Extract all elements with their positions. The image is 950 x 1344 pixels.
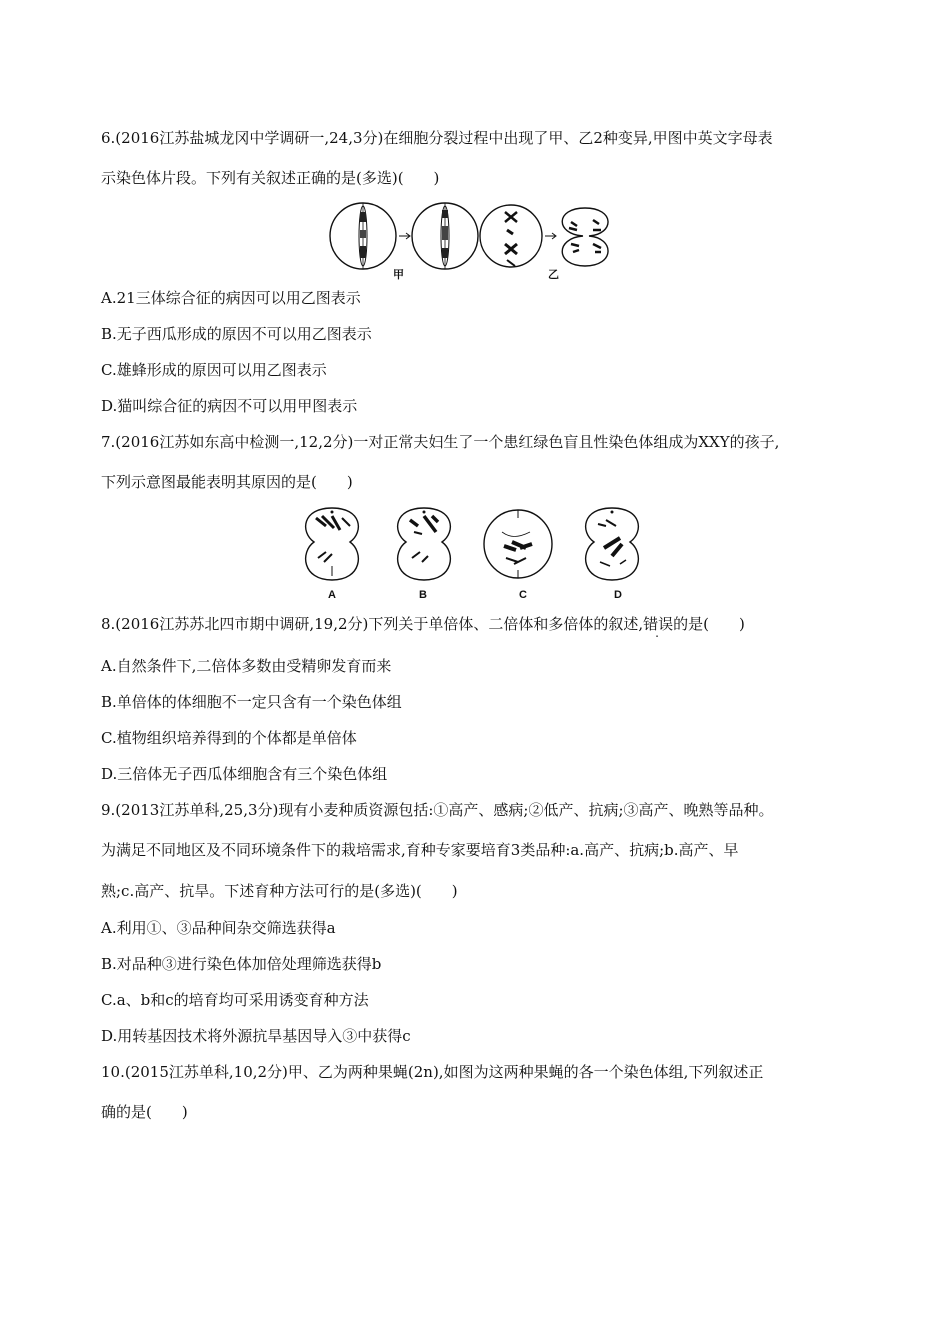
q7-cell-b xyxy=(398,508,451,580)
q10-stem-line-1: 10.(2015江苏单科,10,2分)甲、乙为两种果蝇(2n),如图为这两种果蝇的各一个染色体组,下列叙述正 xyxy=(101,1063,764,1081)
q7-cell-a xyxy=(306,508,359,580)
q6-stem-line-1: 6.(2016江苏盐城龙冈中学调研一,24,3分)在细胞分裂过程中出现了甲、乙2种变异,甲图中英文字母表 xyxy=(101,129,773,147)
q8-option-d: D.三倍体无子西瓜体细胞含有三个染色体组 xyxy=(101,765,388,783)
q6-option-b: B.无子西瓜形成的原因不可以用乙图表示 xyxy=(101,325,372,343)
q8-option-c: C.植物组织培养得到的个体都是单倍体 xyxy=(101,729,357,747)
q7-figure-label-c: C xyxy=(519,589,527,601)
q7-figure-label-b: B xyxy=(419,589,427,601)
q6-figure-label-jia: 甲 xyxy=(393,269,404,281)
q9-stem-line-1: 9.(2013江苏单科,25,3分)现有小麦种质资源包括:①高产、感病;②低产、抗病;③高产、晚熟等品种。 xyxy=(101,801,774,819)
q8-stem-after: 的是( ) xyxy=(673,615,745,633)
q8-stem-before: 8.(2016江苏苏北四市期中调研,19,2分)下列关于单倍体、二倍体和多倍体的叙述, xyxy=(101,615,644,633)
q6-figure-cell-division xyxy=(327,198,617,280)
q6-option-d: D.猫叫综合征的病因不可以用甲图表示 xyxy=(101,397,358,415)
q7-stem-line-2: 下列示意图最能表明其原因的是( ) xyxy=(101,473,353,491)
q10-stem-line-2: 确的是( ) xyxy=(101,1103,188,1121)
q6-stem-line-2: 示染色体片段。下列有关叙述正确的是(多选)( ) xyxy=(101,169,440,187)
q7-figure-label-a: A xyxy=(328,589,336,601)
q7-cell-c xyxy=(484,510,552,578)
q6-figure-label-yi: 乙 xyxy=(548,269,559,281)
q9-stem-line-2: 为满足不同地区及不同环境条件下的栽培需求,育种专家要培育3类品种:a.高产、抗病;b.高产、早 xyxy=(101,841,739,859)
q8-option-b: B.单倍体的体细胞不一定只含有一个染色体组 xyxy=(101,693,402,711)
q9-option-d: D.用转基因技术将外源抗旱基因导入③中获得c xyxy=(101,1027,411,1045)
q7-figure-label-d: D xyxy=(614,589,622,601)
q9-option-c: C.a、b和c的培育均可采用诱变育种方法 xyxy=(101,991,369,1009)
q9-option-a: A.利用①、③品种间杂交筛选获得a xyxy=(101,919,336,937)
q6-option-a: A.21三体综合征的病因可以用乙图表示 xyxy=(101,289,361,307)
q8-stem-emphasis: 错误 xyxy=(643,615,674,633)
q9-option-b: B.对品种③进行染色体加倍处理筛选获得b xyxy=(101,955,382,973)
q9-stem-line-3: 熟;c.高产、抗旱。下述育种方法可行的是(多选)( ) xyxy=(101,882,458,900)
q7-stem-line-1: 7.(2016江苏如东高中检测一,12,2分)一对正常夫妇生了一个患红绿色盲且性染色体组成为XXY的孩子, xyxy=(101,433,780,451)
q7-figure-cells xyxy=(296,504,656,590)
q6-option-c: C.雄蜂形成的原因可以用乙图表示 xyxy=(101,361,327,379)
q8-option-a: A.自然条件下,二倍体多数由受精卵发育而来 xyxy=(101,657,392,675)
q8-stem xyxy=(101,614,745,634)
q7-cell-d xyxy=(586,508,639,580)
